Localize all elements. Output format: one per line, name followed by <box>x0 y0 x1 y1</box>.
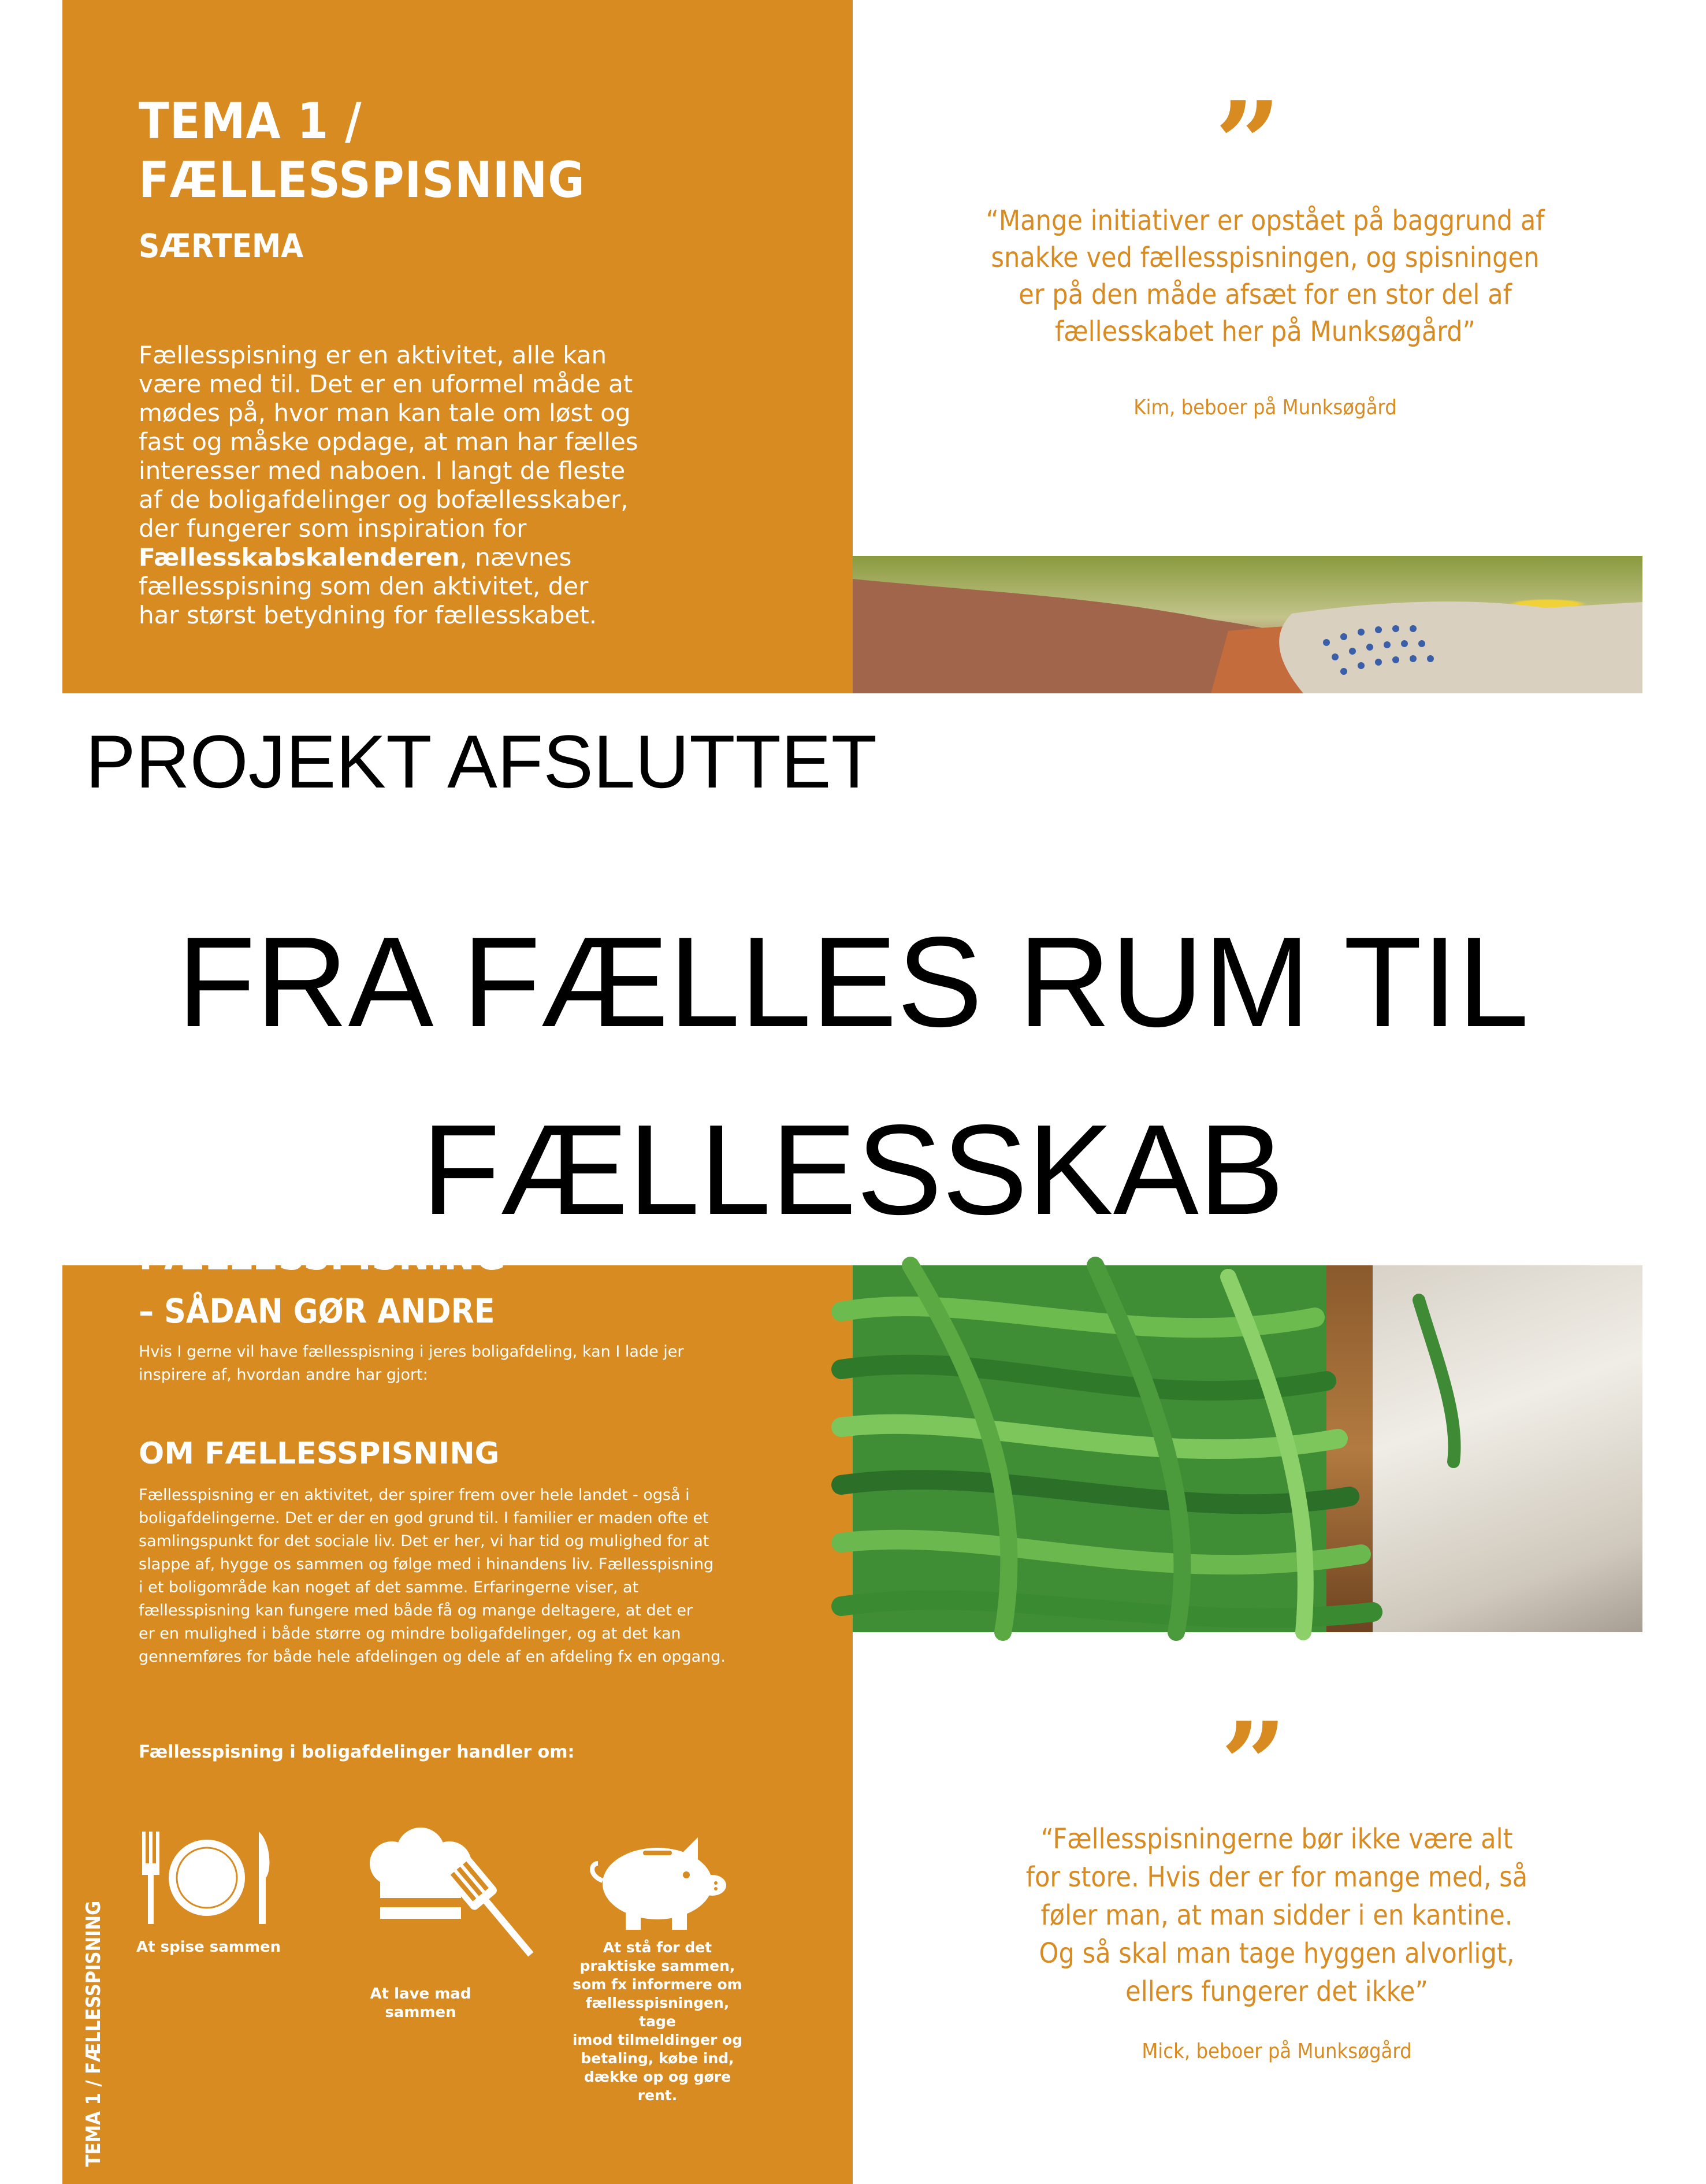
section-line: er en mulighed i både større og mindre boligafdelinger, og at det kan <box>139 1625 681 1643</box>
top-heading-line2: FÆLLESSPISNING <box>139 151 585 209</box>
green-beans-photo <box>853 1265 1642 1632</box>
top-body-line: der fungerer som inspiration for <box>139 514 527 543</box>
quote2-text <box>901 1820 1652 2011</box>
section-line: slappe af, hygge os sammen og følge med i hinandens liv. Fællesspisning <box>139 1555 714 1573</box>
hand-glove-illustration <box>853 556 1642 693</box>
top-body-line: af de boligafdelinger og bofællesskaber, <box>139 485 629 514</box>
quote1-line: snakke ved fællesspisningen, og spisningen <box>991 242 1540 274</box>
hand-photo <box>853 556 1642 693</box>
section-line: i et boligområde kan noget af det samme. Erfaringerne viser, at <box>139 1578 639 1596</box>
icon3-caption-line: At stå for det <box>603 1939 712 1956</box>
top-orange-panel <box>62 0 853 693</box>
beans-illustration <box>853 1265 1488 1632</box>
top-body-line: fællesspisning som den aktivitet, der <box>139 572 589 600</box>
top-body-line: interesser med naboen. I langt de fleste <box>139 456 626 485</box>
top-body-text <box>139 341 803 630</box>
icon1-caption: At spise sammen <box>136 1938 281 1956</box>
section-line: fællesspisning kan fungere med både få og mange deltagere, at det er <box>139 1602 693 1620</box>
bottom-intro-line: Hvis I gerne vil have fællesspisning i jeres boligafdeling, kan I lade jer <box>139 1343 684 1361</box>
top-body-after-bold: , nævnes <box>459 543 572 571</box>
section-line: gennemføres for både hele afdelingen og dele af en afdeling fx en opgang. <box>139 1648 726 1666</box>
quote2-line: føler man, at man sidder i en kantine. <box>1040 1899 1513 1932</box>
icon2-caption-line: sammen <box>385 2004 456 2021</box>
piggy-bank-icon <box>585 1834 730 1933</box>
top-heading-line1: TEMA 1 / <box>139 92 362 150</box>
top-body-line: mødes på, hvor man kan tale om løst og <box>139 399 631 427</box>
quote2-line: for store. Hvis der er for mange med, så <box>1025 1861 1528 1893</box>
quote1-line: “Mange initiativer er opstået på baggrund af <box>986 205 1545 237</box>
top-subheading: SÆRTEMA <box>139 228 304 265</box>
quote1-line: er på den måde afsæt for en stor del af <box>1019 278 1512 311</box>
bottom-intro <box>139 1340 832 1387</box>
quote1-attribution: Kim, beboer på Munksøgård <box>1133 396 1397 419</box>
icon3-caption-line: imod tilmeldinger og <box>572 2031 743 2048</box>
main-title-line2: FÆLLESSKAB <box>422 1098 1284 1242</box>
section-body <box>139 1484 832 1669</box>
main-title-line1: FRA FÆLLES RUM TIL <box>177 911 1529 1054</box>
side-label: TEMA 1 / FÆLLESSPISNING <box>82 1900 105 2167</box>
icon3-caption-line: betaling, købe ind, <box>581 2050 734 2067</box>
section-line: samlingspunkt for det sociale liv. Det er her, vi har tid og mulighed for at <box>139 1532 709 1550</box>
top-body-line-with-bold <box>139 543 803 572</box>
quote2-line: “Fællesspisningerne bør ikke være alt <box>1040 1823 1513 1855</box>
plate-cutlery-icon <box>137 1832 276 1924</box>
icon2-caption-line: At lave mad <box>370 1985 471 2003</box>
icon3-caption-line: fællesspisningen, tage <box>585 1994 730 2030</box>
icon3-caption-line: dække op og gøre rent. <box>583 2068 731 2104</box>
bottom-intro-line: inspirere af, hvordan andre har gjort: <box>139 1366 428 1384</box>
quote2-line: ellers fungerer det ikke” <box>1125 1975 1428 2008</box>
quote1-line: fællesskabet her på Munksøgård” <box>1055 315 1475 348</box>
bottom-cut-heading: FÆLLESSPISNING <box>139 1231 506 1279</box>
icon2-caption <box>351 1985 490 2022</box>
bottom-heading: – SÅDAN GØR ANDRE <box>139 1291 495 1331</box>
about-label: Fællesspisning i boligafdelinger handler om: <box>139 1742 575 1762</box>
section-line: boligafdelingerne. Det er der en god grund til. I familier er maden ofte et <box>139 1509 709 1527</box>
chef-hat-spatula-icon <box>357 1829 530 1962</box>
top-body-line: Fællesspisning er en aktivitet, alle kan <box>139 341 607 369</box>
section-heading: OM FÆLLESSPISNING <box>139 1436 500 1471</box>
bottom-orange-panel <box>62 1231 853 2184</box>
section-line: Fællesspisning er en aktivitet, der spirer frem over hele landet - også i <box>139 1486 690 1504</box>
quote1-mark: ” <box>1214 76 1281 212</box>
icon3-caption-line: praktiske sammen, <box>579 1958 735 1974</box>
quote2-attribution: Mick, beboer på Munksøgård <box>1142 2040 1412 2063</box>
top-body-line: være med til. Det er en uformel måde at <box>139 370 633 398</box>
quote2-mark: ” <box>1220 1697 1287 1833</box>
top-body-line: fast og måske opdage, at man har fælles <box>139 428 638 456</box>
fællesskabskalenderen-bold: Fællesskabskalenderen <box>139 543 460 571</box>
quote1-text <box>890 202 1641 350</box>
project-status: PROJEKT AFSLUTTET <box>86 719 878 804</box>
icon3-caption-line: som fx informere om <box>573 1976 742 1993</box>
icon3-caption <box>571 1938 744 2105</box>
quote2-line: Og så skal man tage hyggen alvorligt, <box>1039 1937 1515 1970</box>
top-body-line: har størst betydning for fællesskabet. <box>139 601 597 629</box>
